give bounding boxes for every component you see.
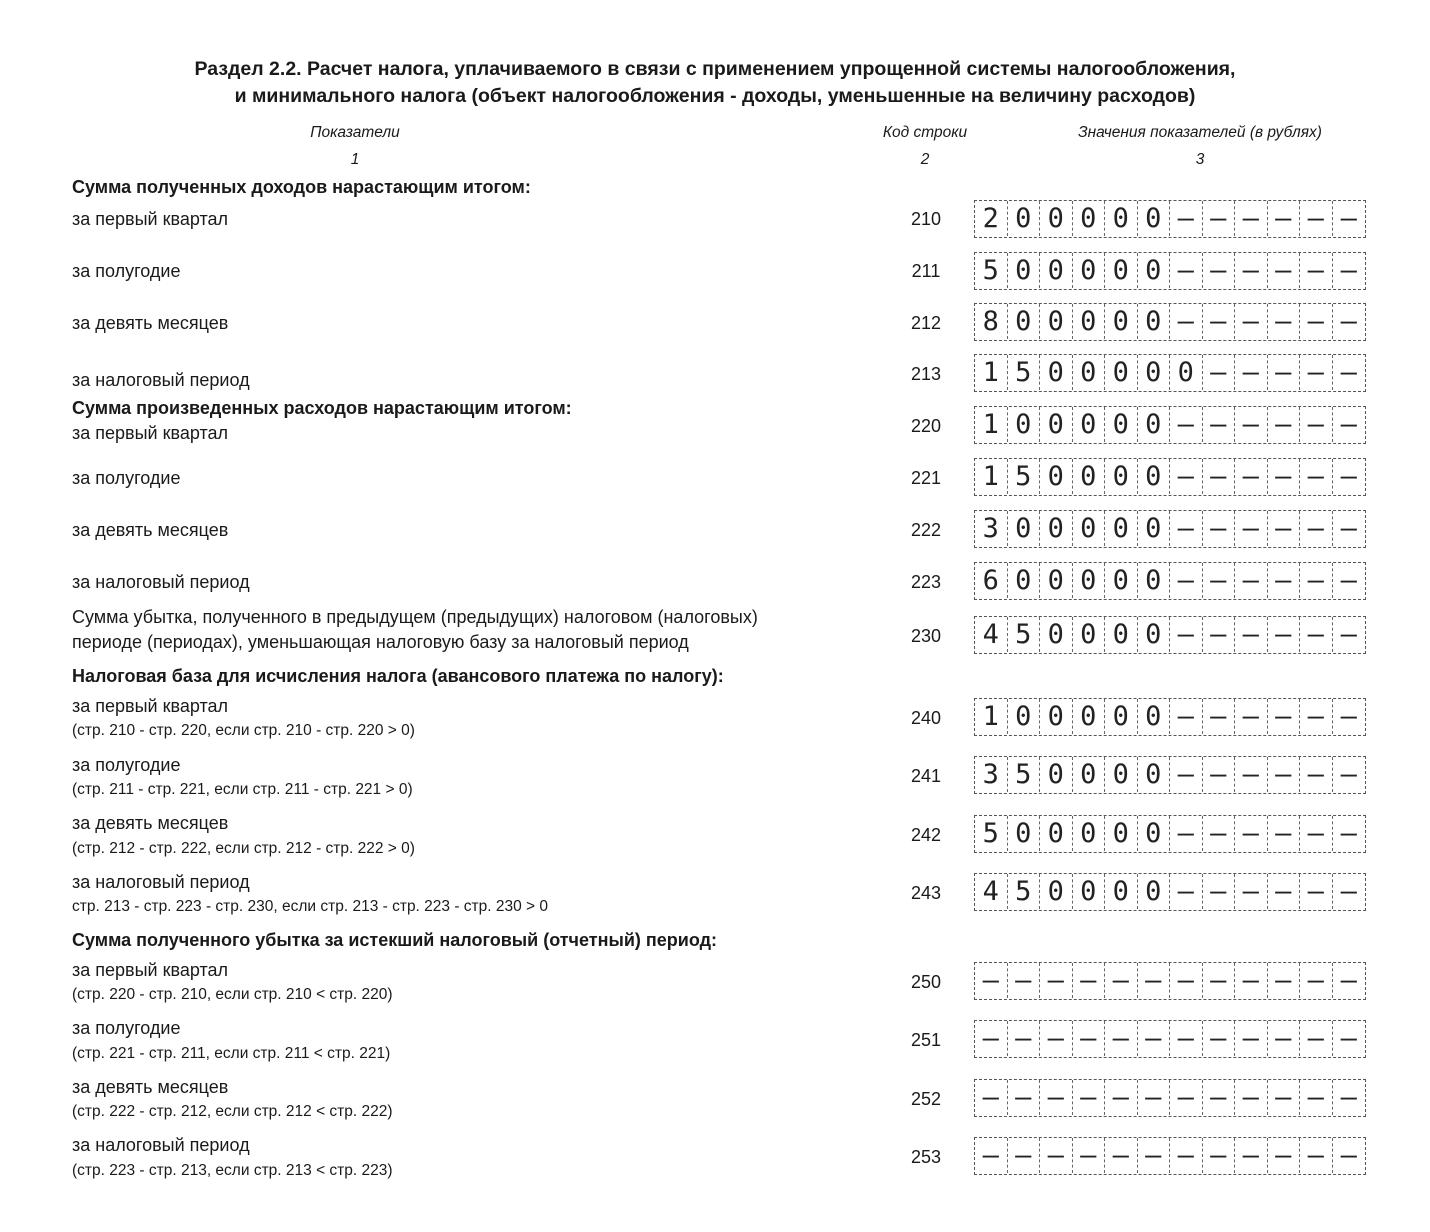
row-253-digit-cell[interactable]: – (1170, 1138, 1203, 1173)
row-250-digit-cell[interactable]: – (1008, 963, 1041, 998)
row-230-code: 230 (910, 626, 942, 646)
row-251-digit-cell[interactable]: – (1203, 1021, 1236, 1056)
row-211-code: 211 (911, 261, 941, 281)
row-221-digit-cell[interactable]: 0 (1073, 459, 1106, 494)
row-211-digit-cell[interactable]: – (1235, 253, 1268, 288)
row-243-value-field[interactable] (974, 873, 1366, 911)
row-253-formula: (стр. 223 - стр. 213, если стр. 213 < стр. 223) (72, 1162, 393, 1179)
row-212-digit-cell[interactable]: – (1203, 304, 1236, 339)
row-221-digit-cell[interactable]: 0 (1105, 459, 1138, 494)
row-240-digit-cell[interactable]: 0 (1008, 699, 1041, 734)
row-210-digit-cell[interactable]: – (1235, 201, 1268, 236)
row-223-digit-cell[interactable]: – (1300, 563, 1333, 598)
row-211-digit-cell[interactable]: – (1203, 253, 1236, 288)
row-240-digit-cell[interactable]: – (1203, 699, 1236, 734)
row-241-formula: (стр. 211 - стр. 221, если стр. 211 - стр. 221 > 0) (72, 781, 413, 798)
row-253-digit-cell[interactable]: – (1008, 1138, 1041, 1173)
row-210-digit-cell[interactable]: – (1170, 201, 1203, 236)
row-250-digit-cell[interactable]: – (1268, 963, 1301, 998)
row-252-digit-cell[interactable]: – (1340, 1082, 1357, 1113)
column-header-values: Значения показателей (в рублях) (1078, 124, 1322, 141)
row-213-digit-cell[interactable]: – (1268, 355, 1301, 390)
row-241-code: 241 (910, 766, 942, 786)
row-240-digit-cell[interactable]: 0 (1040, 699, 1073, 734)
row-222-digit-cell[interactable]: 0 (1040, 511, 1073, 546)
row-221-digit-cell[interactable]: – (1300, 459, 1333, 494)
row-242-digit-cell[interactable]: 0 (1008, 816, 1041, 851)
row-230-digit-cell[interactable]: – (1340, 619, 1357, 650)
row-251-digit-cell[interactable]: – (975, 1021, 1008, 1056)
row-250-digit-cell[interactable]: – (1340, 965, 1357, 996)
row-253-digit-cell[interactable]: – (1300, 1138, 1333, 1173)
row-213-digit-cell[interactable]: 5 (1008, 355, 1041, 390)
row-230-digit-cell[interactable]: 4 (975, 617, 1008, 652)
row-222-digit-cell[interactable]: 0 (1138, 511, 1171, 546)
row-223-digit-cell[interactable]: 0 (1040, 563, 1073, 598)
row-210-digit-cell[interactable]: 0 (1073, 201, 1106, 236)
row-213-digit-cell[interactable]: 0 (1138, 355, 1171, 390)
row-250-code: 250 (910, 972, 942, 992)
row-220-digit-cell[interactable]: – (1300, 407, 1333, 442)
row-240-digit-cell[interactable]: – (1268, 699, 1301, 734)
row-250-digit-cell[interactable]: – (1300, 963, 1333, 998)
row-221-label: за полугодие (72, 468, 181, 488)
row-212-digit-cell[interactable]: 8 (975, 304, 1008, 339)
row-241-digit-cell[interactable]: – (1203, 757, 1236, 792)
row-252-digit-cell[interactable]: – (1040, 1080, 1073, 1115)
row-242-digit-cell[interactable]: 0 (1073, 816, 1106, 851)
row-251-digit-cell[interactable]: – (1040, 1021, 1073, 1056)
row-243-formula: стр. 213 - стр. 223 - стр. 230, если стр. 213 - стр. 223 - стр. 230 > 0 (72, 898, 549, 915)
column-number-2: 2 (920, 151, 930, 168)
row-241-digit-cell[interactable]: 3 (975, 757, 1008, 792)
row-222-digit-cell[interactable]: – (1203, 511, 1236, 546)
row-241-label: за полугодие (72, 755, 181, 775)
row-242-digit-cell[interactable]: 0 (1105, 816, 1138, 851)
row-241-digit-cell[interactable]: 0 (1073, 757, 1106, 792)
row-223-digit-cell[interactable]: 0 (1073, 563, 1106, 598)
column-number-3: 3 (1195, 151, 1205, 168)
row-223-value-field[interactable] (974, 562, 1366, 600)
row-250-digit-cell[interactable]: – (1040, 963, 1073, 998)
row-213-digit-cell[interactable]: 0 (1170, 355, 1203, 390)
row-240-label: за первый квартал (72, 696, 229, 716)
row-213-value-field[interactable] (974, 354, 1366, 392)
row-212-digit-cell[interactable]: 0 (1105, 304, 1138, 339)
row-251-digit-cell[interactable]: – (1138, 1021, 1171, 1056)
section-title-line1: Раздел 2.2. Расчет налога, уплачиваемого в связи с применением упрощенной системы налогообложения, (194, 58, 1236, 80)
row-210-digit-cell[interactable]: 0 (1040, 201, 1073, 236)
row-211-digit-cell[interactable]: 0 (1008, 253, 1041, 288)
row-253-digit-cell[interactable]: – (1138, 1138, 1171, 1173)
row-211-digit-cell[interactable]: 0 (1040, 253, 1073, 288)
row-251-digit-cell[interactable]: – (1235, 1021, 1268, 1056)
row-251-value-field[interactable] (974, 1020, 1366, 1058)
column-number-1: 1 (350, 151, 360, 168)
row-213-digit-cell[interactable]: 0 (1040, 355, 1073, 390)
column-header-line-code: Код строки (882, 124, 968, 141)
row-220-digit-cell[interactable]: – (1203, 407, 1236, 442)
row-240-code: 240 (910, 708, 942, 728)
row-210-label: за первый квартал (72, 209, 229, 229)
row-243-digit-cell[interactable]: – (1203, 874, 1236, 909)
row-251-digit-cell[interactable]: – (1008, 1021, 1041, 1056)
row-212-digit-cell[interactable]: – (1300, 304, 1333, 339)
row-240-digit-cell[interactable]: 1 (975, 699, 1008, 734)
row-221-digit-cell[interactable]: 5 (1008, 459, 1041, 494)
row-221-digit-cell[interactable]: 0 (1040, 459, 1073, 494)
row-243-digit-cell[interactable]: 0 (1138, 874, 1171, 909)
row-250-label: за первый квартал (72, 960, 229, 980)
row-230-label-continued: периоде (периодах), уменьшающая налоговую базу за налоговый период (72, 632, 689, 652)
row-250-digit-cell[interactable]: – (975, 963, 1008, 998)
row-220-digit-cell[interactable]: 0 (1073, 407, 1106, 442)
row-210-digit-cell[interactable]: 0 (1105, 201, 1138, 236)
row-230-digit-cell[interactable]: – (1170, 617, 1203, 652)
row-211-digit-cell[interactable]: – (1170, 253, 1203, 288)
row-253-digit-cell[interactable]: – (1268, 1138, 1301, 1173)
row-251-digit-cell[interactable]: – (1170, 1021, 1203, 1056)
row-250-formula: (стр. 220 - стр. 210, если стр. 210 < стр. 220) (72, 986, 393, 1003)
row-220-label: за первый квартал (72, 423, 229, 443)
row-222-digit-cell[interactable]: – (1235, 511, 1268, 546)
row-222-digit-cell[interactable]: 0 (1073, 511, 1106, 546)
column-header-indicators: Показатели (310, 124, 400, 141)
row-241-digit-cell[interactable]: 5 (1008, 757, 1041, 792)
row-243-digit-cell[interactable]: 0 (1040, 874, 1073, 909)
row-243-digit-cell[interactable]: – (1300, 874, 1333, 909)
row-252-label: за девять месяцев (72, 1077, 229, 1097)
row-221-digit-cell[interactable]: – (1235, 459, 1268, 494)
row-222-digit-cell[interactable]: – (1300, 511, 1333, 546)
row-212-digit-cell[interactable]: 0 (1040, 304, 1073, 339)
row-220-digit-cell[interactable]: – (1235, 407, 1268, 442)
row-210-digit-cell[interactable]: – (1340, 203, 1357, 234)
section-income-heading: Сумма полученных доходов нарастающим итогом: (72, 177, 531, 197)
row-210-digit-cell[interactable]: 0 (1008, 201, 1041, 236)
row-230-digit-cell[interactable]: 0 (1105, 617, 1138, 652)
row-241-digit-cell[interactable]: 0 (1040, 757, 1073, 792)
row-222-label: за девять месяцев (72, 520, 229, 540)
section-loss-heading: Сумма полученного убытка за истекший налоговый (отчетный) период: (72, 930, 718, 950)
row-210-digit-cell[interactable]: – (1203, 201, 1236, 236)
row-220-digit-cell[interactable]: 1 (975, 407, 1008, 442)
row-243-digit-cell[interactable]: 0 (1073, 874, 1106, 909)
row-211-digit-cell[interactable]: 0 (1138, 253, 1171, 288)
row-253-value-field[interactable] (974, 1137, 1366, 1175)
row-213-digit-cell[interactable]: – (1340, 357, 1357, 388)
section-tax-base-heading: Налоговая база для исчисления налога (авансового платежа по налогу): (72, 666, 724, 686)
row-243-digit-cell[interactable]: – (1235, 874, 1268, 909)
row-243-digit-cell[interactable]: 5 (1008, 874, 1041, 909)
row-241-digit-cell[interactable]: – (1340, 759, 1357, 790)
row-211-digit-cell[interactable]: 0 (1105, 253, 1138, 288)
row-222-digit-cell[interactable]: – (1340, 513, 1357, 544)
row-213-digit-cell[interactable]: – (1300, 355, 1333, 390)
row-251-label: за полугодие (72, 1018, 181, 1038)
row-230-digit-cell[interactable]: 0 (1040, 617, 1073, 652)
row-220-digit-cell[interactable]: – (1170, 407, 1203, 442)
row-213-digit-cell[interactable]: – (1203, 355, 1236, 390)
row-242-code: 242 (910, 825, 942, 845)
row-252-formula: (стр. 222 - стр. 212, если стр. 212 < стр. 222) (72, 1103, 393, 1120)
row-240-digit-cell[interactable]: – (1300, 699, 1333, 734)
row-213-digit-cell[interactable]: 0 (1073, 355, 1106, 390)
row-243-code: 243 (910, 883, 942, 903)
row-223-digit-cell[interactable]: 6 (975, 563, 1008, 598)
row-210-digit-cell[interactable]: 2 (975, 201, 1008, 236)
row-211-digit-cell[interactable]: 0 (1073, 253, 1106, 288)
row-230-digit-cell[interactable]: – (1268, 617, 1301, 652)
row-253-code: 253 (910, 1147, 942, 1167)
row-242-digit-cell[interactable]: 0 (1040, 816, 1073, 851)
row-252-digit-cell[interactable]: – (1203, 1080, 1236, 1115)
row-252-digit-cell[interactable]: – (1300, 1080, 1333, 1115)
row-240-digit-cell[interactable]: 0 (1105, 699, 1138, 734)
row-251-formula: (стр. 221 - стр. 211, если стр. 211 < стр. 221) (72, 1045, 391, 1062)
row-253-digit-cell[interactable]: – (1040, 1138, 1073, 1173)
row-212-digit-cell[interactable]: 0 (1073, 304, 1106, 339)
row-221-value-field[interactable] (974, 458, 1366, 496)
row-241-digit-cell[interactable]: 0 (1138, 757, 1171, 792)
row-240-value-field[interactable] (974, 698, 1366, 736)
row-250-digit-cell[interactable]: – (1203, 963, 1236, 998)
row-242-digit-cell[interactable]: – (1340, 818, 1357, 849)
row-221-digit-cell[interactable]: – (1268, 459, 1301, 494)
row-230-digit-cell[interactable]: – (1203, 617, 1236, 652)
row-210-value-field[interactable] (974, 200, 1366, 238)
row-213-digit-cell[interactable]: – (1235, 355, 1268, 390)
row-242-digit-cell[interactable]: – (1300, 816, 1333, 851)
row-240-digit-cell[interactable]: – (1235, 699, 1268, 734)
row-241-digit-cell[interactable]: – (1235, 757, 1268, 792)
row-220-digit-cell[interactable]: – (1268, 407, 1301, 442)
row-240-digit-cell[interactable]: – (1340, 701, 1357, 732)
row-220-code: 220 (910, 416, 942, 436)
row-222-digit-cell[interactable]: – (1268, 511, 1301, 546)
row-223-digit-cell[interactable]: – (1340, 565, 1357, 596)
row-223-digit-cell[interactable]: 0 (1105, 563, 1138, 598)
row-220-digit-cell[interactable]: 0 (1105, 407, 1138, 442)
row-223-code: 223 (910, 572, 942, 592)
row-223-digit-cell[interactable]: – (1203, 563, 1236, 598)
row-251-code: 251 (910, 1030, 942, 1050)
row-211-label: за полугодие (72, 261, 181, 281)
row-220-digit-cell[interactable]: 0 (1138, 407, 1171, 442)
row-220-value-field[interactable] (974, 406, 1366, 444)
row-242-digit-cell[interactable]: – (1170, 816, 1203, 851)
row-242-value-field[interactable] (974, 815, 1366, 853)
row-252-value-field[interactable] (974, 1079, 1366, 1117)
row-223-digit-cell[interactable]: 0 (1138, 563, 1171, 598)
row-210-digit-cell[interactable]: – (1268, 201, 1301, 236)
row-212-digit-cell[interactable]: – (1170, 304, 1203, 339)
row-220-digit-cell[interactable]: – (1340, 409, 1357, 440)
row-222-digit-cell[interactable]: 3 (975, 511, 1008, 546)
row-251-digit-cell[interactable]: – (1340, 1023, 1357, 1054)
row-210-digit-cell[interactable]: – (1300, 201, 1333, 236)
row-212-label: за девять месяцев (72, 313, 229, 333)
row-243-label: за налоговый период (72, 872, 250, 892)
row-220-digit-cell[interactable]: 0 (1008, 407, 1041, 442)
row-223-digit-cell[interactable]: – (1170, 563, 1203, 598)
row-240-digit-cell[interactable]: 0 (1073, 699, 1106, 734)
row-253-digit-cell[interactable]: – (1203, 1138, 1236, 1173)
row-250-digit-cell[interactable]: – (1138, 963, 1171, 998)
row-243-digit-cell[interactable]: 0 (1105, 874, 1138, 909)
row-222-value-field[interactable] (974, 510, 1366, 548)
row-252-digit-cell[interactable]: – (1235, 1080, 1268, 1115)
row-242-digit-cell[interactable]: – (1203, 816, 1236, 851)
row-212-digit-cell[interactable]: – (1340, 306, 1357, 337)
row-242-digit-cell[interactable]: – (1268, 816, 1301, 851)
row-211-digit-cell[interactable]: – (1300, 253, 1333, 288)
row-242-label: за девять месяцев (72, 813, 229, 833)
row-212-value-field[interactable] (974, 303, 1366, 341)
row-252-digit-cell[interactable]: – (975, 1080, 1008, 1115)
row-230-digit-cell[interactable]: 0 (1073, 617, 1106, 652)
row-211-digit-cell[interactable]: – (1268, 253, 1301, 288)
row-251-digit-cell[interactable]: – (1105, 1021, 1138, 1056)
row-250-digit-cell[interactable]: – (1170, 963, 1203, 998)
row-251-digit-cell[interactable]: – (1300, 1021, 1333, 1056)
row-212-code: 212 (910, 313, 942, 333)
row-213-label: за налоговый период (72, 370, 250, 390)
row-223-digit-cell[interactable]: 0 (1008, 563, 1041, 598)
row-230-digit-cell[interactable]: – (1300, 617, 1333, 652)
section-title (0, 56, 1430, 110)
section-title-line2: и минимального налога (объект налогообложения - доходы, уменьшенные на величину расходов) (234, 85, 1196, 107)
row-212-digit-cell[interactable]: 0 (1138, 304, 1171, 339)
row-240-digit-cell[interactable]: 0 (1138, 699, 1171, 734)
row-230-digit-cell[interactable]: 0 (1138, 617, 1171, 652)
row-241-digit-cell[interactable]: – (1300, 757, 1333, 792)
row-242-formula: (стр. 212 - стр. 222, если стр. 212 - стр. 222 > 0) (72, 840, 415, 857)
row-222-digit-cell[interactable]: 0 (1105, 511, 1138, 546)
row-242-digit-cell[interactable]: – (1235, 816, 1268, 851)
row-252-code: 252 (910, 1089, 942, 1109)
row-230-value-field[interactable] (974, 616, 1366, 654)
row-243-digit-cell[interactable]: – (1340, 876, 1357, 907)
row-253-digit-cell[interactable]: – (1340, 1140, 1357, 1171)
row-230-digit-cell[interactable]: 5 (1008, 617, 1041, 652)
row-253-label: за налоговый период (72, 1135, 250, 1155)
row-241-digit-cell[interactable]: 0 (1105, 757, 1138, 792)
row-242-digit-cell[interactable]: 0 (1138, 816, 1171, 851)
row-251-digit-cell[interactable]: – (1073, 1021, 1106, 1056)
row-240-digit-cell[interactable]: – (1170, 699, 1203, 734)
row-223-digit-cell[interactable]: – (1268, 563, 1301, 598)
row-252-digit-cell[interactable]: – (1105, 1080, 1138, 1115)
row-253-digit-cell[interactable]: – (1073, 1138, 1106, 1173)
row-241-digit-cell[interactable]: – (1268, 757, 1301, 792)
row-250-digit-cell[interactable]: – (1105, 963, 1138, 998)
row-213-code: 213 (910, 364, 942, 384)
row-243-digit-cell[interactable]: – (1268, 874, 1301, 909)
row-213-digit-cell[interactable]: 0 (1105, 355, 1138, 390)
row-241-value-field[interactable] (974, 756, 1366, 794)
row-211-value-field[interactable] (974, 252, 1366, 290)
row-221-code: 221 (910, 468, 942, 488)
row-213-digit-cell[interactable]: 1 (975, 355, 1008, 390)
row-221-digit-cell[interactable]: – (1340, 461, 1357, 492)
row-212-digit-cell[interactable]: – (1268, 304, 1301, 339)
row-223-label: за налоговый период (72, 572, 250, 592)
row-252-digit-cell[interactable]: – (1008, 1080, 1041, 1115)
row-230-digit-cell[interactable]: – (1235, 617, 1268, 652)
row-222-digit-cell[interactable]: – (1170, 511, 1203, 546)
row-212-digit-cell[interactable]: – (1235, 304, 1268, 339)
row-222-code: 222 (910, 520, 942, 540)
row-221-digit-cell[interactable]: 0 (1138, 459, 1171, 494)
row-210-digit-cell[interactable]: 0 (1138, 201, 1171, 236)
row-230-label: Сумма убытка, полученного в предыдущем (предыдущих) налоговом (налоговых) (72, 607, 758, 627)
row-243-digit-cell[interactable]: – (1170, 874, 1203, 909)
row-222-digit-cell[interactable]: 0 (1008, 511, 1041, 546)
row-252-digit-cell[interactable]: – (1170, 1080, 1203, 1115)
row-253-digit-cell[interactable]: – (975, 1138, 1008, 1173)
row-220-digit-cell[interactable]: 0 (1040, 407, 1073, 442)
row-250-digit-cell[interactable]: – (1235, 963, 1268, 998)
row-223-digit-cell[interactable]: – (1235, 563, 1268, 598)
row-250-value-field[interactable] (974, 962, 1366, 1000)
row-253-digit-cell[interactable]: – (1105, 1138, 1138, 1173)
row-221-digit-cell[interactable]: 1 (975, 459, 1008, 494)
row-241-digit-cell[interactable]: – (1170, 757, 1203, 792)
row-211-digit-cell[interactable]: 5 (975, 253, 1008, 288)
row-210-code: 210 (910, 209, 942, 229)
section-expenses-heading: Сумма произведенных расходов нарастающим итогом: (72, 398, 572, 418)
row-221-digit-cell[interactable]: – (1203, 459, 1236, 494)
row-240-formula: (стр. 210 - стр. 220, если стр. 210 - стр. 220 > 0) (72, 722, 415, 739)
row-242-digit-cell[interactable]: 5 (975, 816, 1008, 851)
row-252-digit-cell[interactable]: – (1268, 1080, 1301, 1115)
row-252-digit-cell[interactable]: – (1138, 1080, 1171, 1115)
row-250-digit-cell[interactable]: – (1073, 963, 1106, 998)
row-252-digit-cell[interactable]: – (1073, 1080, 1106, 1115)
row-211-digit-cell[interactable]: – (1340, 255, 1357, 286)
row-253-digit-cell[interactable]: – (1235, 1138, 1268, 1173)
row-243-digit-cell[interactable]: 4 (975, 874, 1008, 909)
row-221-digit-cell[interactable]: – (1170, 459, 1203, 494)
row-251-digit-cell[interactable]: – (1268, 1021, 1301, 1056)
row-212-digit-cell[interactable]: 0 (1008, 304, 1041, 339)
